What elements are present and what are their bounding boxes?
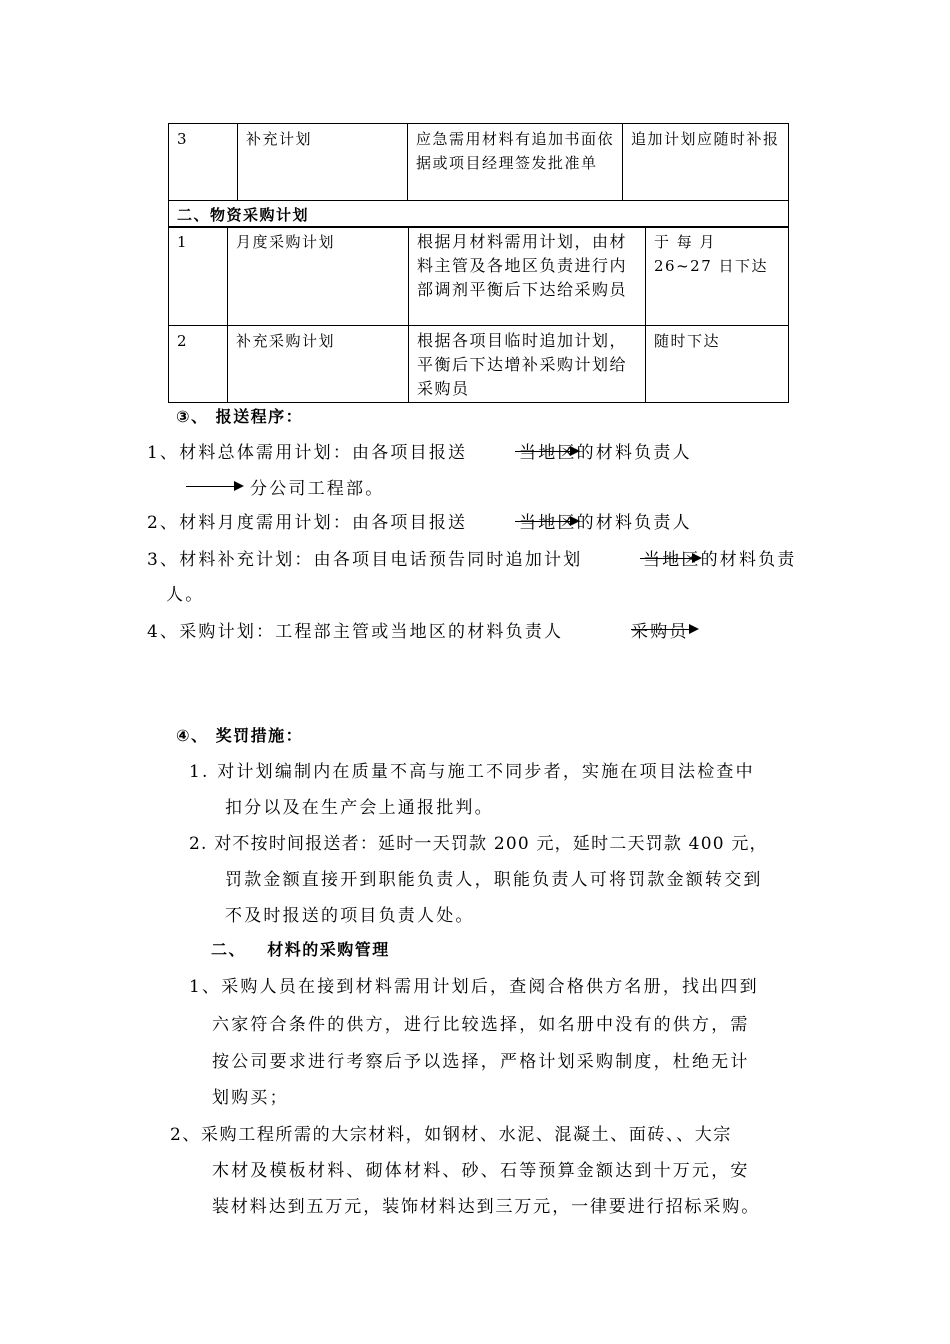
reward-item-1b: 扣分以及在生产会上通报批判。 [225,798,494,818]
arrow-icon [640,558,700,559]
reward-item-2b: 罚款金额直接开到职能负责人，职能负责人可将罚款金额转交到 [225,870,763,890]
report-line-3c: 人。 [166,585,205,605]
table-row [169,326,789,403]
report-line-3b: 当地区的材料负责 [643,550,797,570]
report-line-3a: 3、材料补充计划：由各项目电话预告同时追加计划 [147,550,583,570]
report-line-4a: 4、采购计划：工程部主管或当地区的材料负责人 [147,622,564,642]
cell-name: 月度采购计划 [228,227,409,326]
cell-name: 补充计划 [238,124,408,201]
plan-table-1 [168,123,789,228]
purchase-item-1d: 划购买； [212,1088,289,1108]
cell-time: 随时下达 [646,326,789,403]
table-row [169,124,789,201]
purchase-item-2a: 2、采购工程所需的大宗材料，如钢材、水泥、混凝土、面砖、、大宗 [170,1125,732,1145]
report-line-1c: 分公司工程部。 [250,479,385,499]
section-row [169,201,789,228]
purchase-item-2c: 装材料达到五万元，装饰材料达到三万元，一律要进行招标采购。 [212,1197,761,1217]
plan-table-2 [168,226,789,403]
reward-item-2c: 不及时报送的项目负责人处。 [225,906,475,926]
report-heading: ③、 报送程序： [176,407,304,426]
cell-basis: 根据月材料需用计划，由材料主管及各地区负责进行内部调剂平衡后下达给采购员 [409,227,646,326]
report-line-1a: 1、材料总体需用计划：由各项目报送 [147,443,468,463]
reward-item-1a: 1. 对计划编制内在质量不高与施工不同步者，实施在项目法检查中 [189,762,755,782]
cell-name: 补充采购计划 [228,326,409,403]
purchase-item-1a: 1、采购人员在接到材料需用计划后，查阅合格供方名册，找出四到 [189,977,759,997]
cell-num: 3 [169,124,238,201]
cell-time: 追加计划应随时补报 [623,124,789,201]
table-row [169,227,789,326]
purchase-item-1c: 按公司要求进行考察后予以选择，严格计划采购制度，杜绝无计 [212,1052,750,1072]
cell-basis: 根据各项目临时追加计划，平衡后下达增补采购计划给采购员 [409,326,646,403]
cell-basis: 应急需用材料有追加书面依据或项目经理签发批准单 [408,124,623,201]
purchase-item-1b: 六家符合条件的供方，进行比较选择，如名册中没有的供方，需 [212,1015,750,1035]
report-line-4b: 采购员 [631,622,689,642]
arrow-icon [515,451,578,452]
arrow-icon [515,521,578,522]
purchase-heading: 二、 材料的采购管理 [211,940,390,959]
reward-heading: ④、 奖罚措施： [176,726,304,745]
report-line-2a: 2、材料月度需用计划：由各项目报送 [147,513,468,533]
reward-item-2a: 2. 对不按时间报送者：延时一天罚款 200 元，延时二天罚款 400 元， [189,834,768,854]
cell-time: 于 每 月 26~27 日下达 [646,227,789,326]
report-line-2b: 当地区的材料负责人 [519,513,692,533]
cell-num: 1 [169,227,228,326]
report-line-1b: 当地区的材料负责人 [519,443,692,463]
section-title: 二、物资采购计划 [169,201,789,228]
arrow-icon [631,629,697,630]
purchase-item-2b: 木材及模板材料、砌体材料、砂、石等预算金额达到十万元，安 [212,1161,750,1181]
arrow-icon [186,486,242,487]
cell-num: 2 [169,326,228,403]
